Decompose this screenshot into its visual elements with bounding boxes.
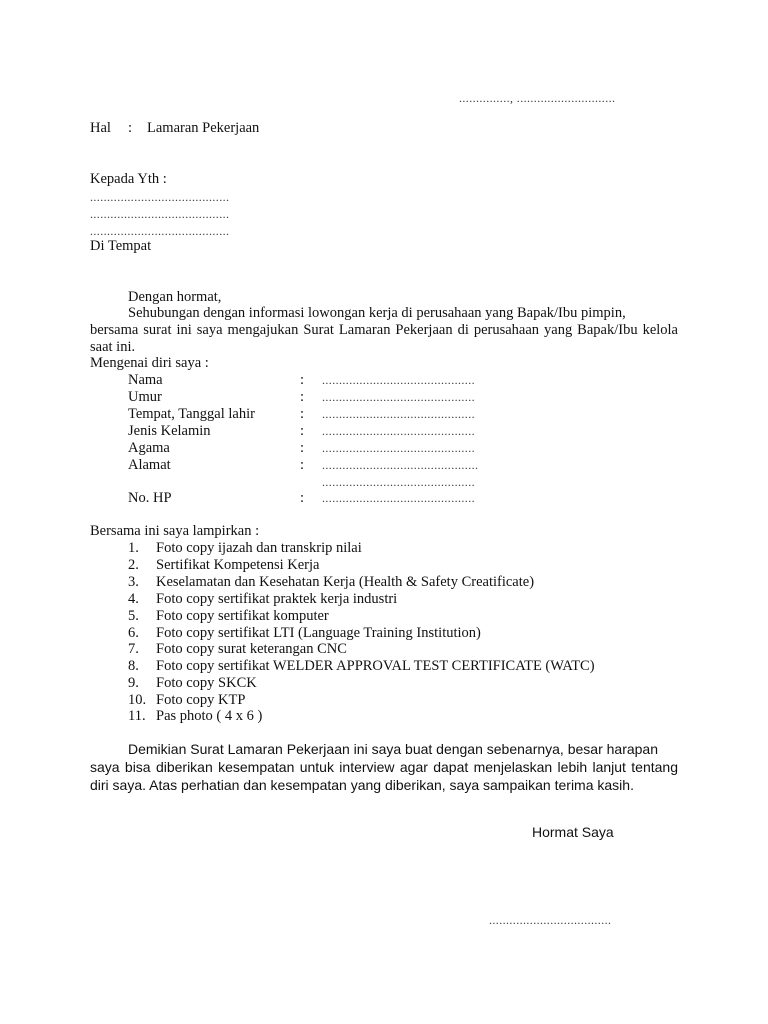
personal-label: Jenis Kelamin: [128, 423, 211, 439]
personal-label: No. HP: [128, 490, 172, 506]
recipient-line: .........................................: [90, 224, 230, 238]
attachment-text: Pas photo ( 4 x 6 ): [156, 708, 263, 724]
attachment-num: 6.: [128, 625, 139, 641]
attachment-num: 1.: [128, 540, 139, 556]
personal-value: .............................................: [322, 424, 475, 438]
personal-row-age: [128, 389, 688, 406]
personal-colon: :: [300, 372, 305, 388]
personal-value: .............................................: [322, 407, 475, 421]
signature-label: Hormat Saya: [532, 824, 614, 840]
attachment-item: [128, 641, 347, 658]
closing-paragraph: [90, 740, 678, 794]
closing-first-line: Demikian Surat Lamaran Pekerjaan ini saya buat dengan sebenarnya, besar harapan: [128, 741, 659, 757]
attachment-num: 3.: [128, 574, 139, 590]
attachment-text: Foto copy ijazah dan transkrip nilai: [156, 540, 362, 556]
attachment-item: [128, 557, 319, 574]
closing-rest: saya bisa diberikan kesempatan untuk interview agar dapat menjelaskan lebih lanjut tentang diri saya. Atas perhatian dan kesempatan yang diberikan, saya sampaikan terima kasih.: [90, 759, 678, 793]
attachment-text: Foto copy sertifikat komputer: [156, 608, 329, 624]
personal-label: Alamat: [128, 457, 171, 473]
attachment-item: [128, 591, 397, 608]
attachment-num: 4.: [128, 591, 139, 607]
attachment-item: [128, 608, 329, 625]
personal-row-address: [128, 457, 688, 474]
personal-row-phone: [128, 490, 688, 507]
attachment-text: Foto copy sertifikat WELDER APPROVAL TEST CERTIFICATE (WATC): [156, 658, 595, 674]
attachment-item: [128, 692, 245, 709]
greeting: Dengan hormat,: [128, 289, 222, 305]
personal-value: .............................................: [322, 373, 475, 387]
attachment-item: [128, 675, 257, 692]
personal-row-gender: [128, 423, 688, 440]
attachment-num: 7.: [128, 641, 139, 657]
subject-label: Hal: [90, 120, 111, 136]
personal-label: Nama: [128, 372, 163, 388]
personal-label: Agama: [128, 440, 170, 456]
attachment-num: 2.: [128, 557, 139, 573]
attachment-item: [128, 574, 534, 591]
attachment-text: Foto copy SKCK: [156, 675, 257, 691]
personal-colon: :: [300, 389, 305, 405]
personal-colon: :: [300, 457, 305, 473]
personal-colon: :: [300, 423, 305, 439]
personal-colon: :: [300, 406, 305, 422]
recipient-place: Di Tempat: [90, 238, 152, 254]
attachment-item: [128, 658, 595, 675]
attachment-text: Keselamatan dan Kesehatan Kerja (Health & Safety Creatificate): [156, 574, 535, 590]
intro-rest: bersama surat ini saya mengajukan Surat Lamaran Pekerjaan di perusahaan yang Bapak/Ibu kelola saat ini.: [90, 322, 678, 355]
personal-row-name: [128, 372, 688, 389]
attachment-num: 8.: [128, 658, 139, 674]
attachment-text: Foto copy KTP: [156, 692, 246, 708]
personal-value: .............................................: [322, 491, 475, 505]
subject-value: Lamaran Pekerjaan: [147, 120, 260, 136]
personal-colon: :: [300, 440, 305, 456]
personal-row-birth: [128, 406, 688, 423]
attachment-num: 11.: [128, 708, 146, 724]
personal-label: Umur: [128, 389, 162, 405]
attachment-item: [128, 708, 262, 725]
signature-name-line: ....................................: [489, 913, 612, 927]
date-line: ..............., .............................: [459, 91, 616, 105]
attachment-num: 9.: [128, 675, 139, 691]
recipient-line: .........................................: [90, 207, 230, 221]
attachments-label: Bersama ini saya lampirkan :: [90, 523, 260, 539]
attachment-text: Foto copy sertifikat LTI (Language Training Institution): [156, 625, 481, 641]
intro-paragraph: [90, 305, 678, 356]
personal-label: Tempat, Tanggal lahir: [128, 406, 255, 422]
personal-value: ..............................................: [322, 458, 479, 472]
recipient-line: .........................................: [90, 190, 230, 204]
personal-value: .............................................: [322, 390, 475, 404]
about-label: Mengenai diri saya :: [90, 355, 209, 371]
subject-colon: :: [128, 120, 133, 136]
attachment-text: Foto copy sertifikat praktek kerja industri: [156, 591, 398, 607]
attachment-item: [128, 540, 362, 557]
personal-row-address-cont: [128, 474, 688, 491]
attachment-num: 5.: [128, 608, 139, 624]
recipient-label: Kepada Yth :: [90, 171, 167, 187]
attachment-text: Sertifikat Kompetensi Kerja: [156, 557, 320, 573]
personal-colon: :: [300, 490, 305, 506]
personal-row-religion: [128, 440, 688, 457]
personal-value: .............................................: [322, 475, 475, 489]
attachment-text: Foto copy surat keterangan CNC: [156, 641, 347, 657]
attachment-num: 10.: [128, 692, 147, 708]
attachment-item: [128, 625, 481, 642]
personal-value: .............................................: [322, 441, 475, 455]
intro-first-line: Sehubungan dengan informasi lowongan kerja di perusahaan yang Bapak/Ibu pimpin,: [128, 305, 626, 321]
